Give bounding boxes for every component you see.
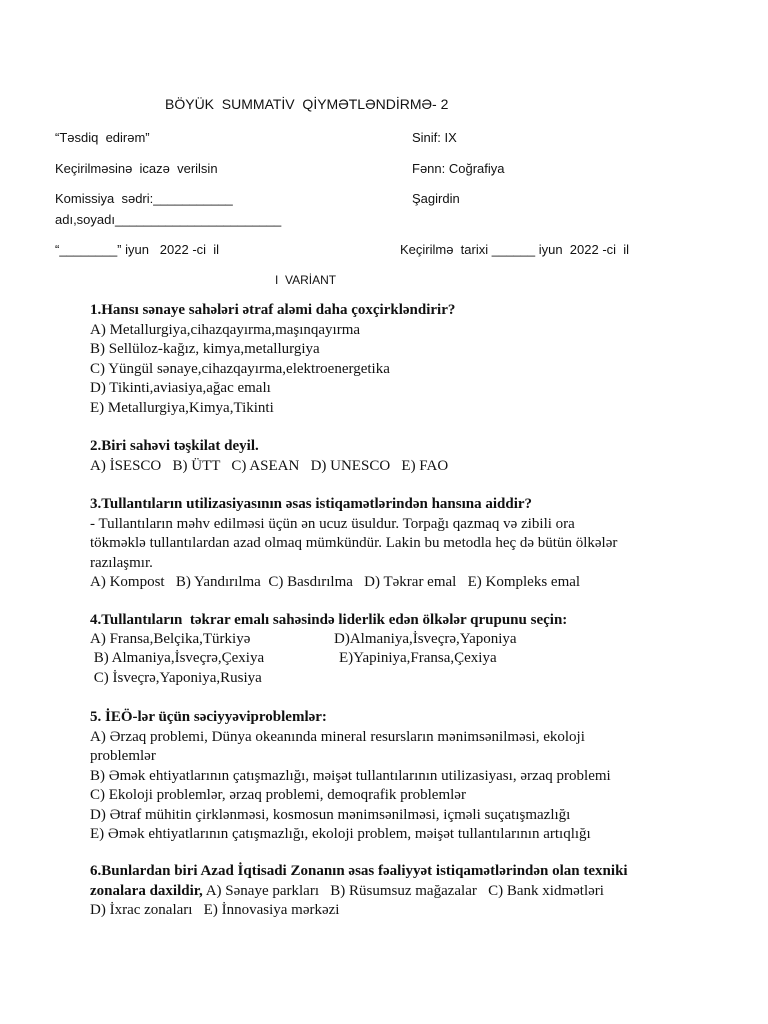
question-6-options-cont: D) İxrac zonaları E) İnnovasiya mərkəzi [90, 902, 340, 918]
subject-label: Fənn: Coğrafiya [412, 161, 505, 176]
question-3 [90, 495, 690, 593]
question-1-option-e: E) Metallurgiya,Kimya,Tikinti [90, 399, 274, 416]
question-4-option-e: E)Yapiniya,Fransa,Çexiya [339, 650, 497, 666]
question-2 [90, 437, 690, 476]
question-1-option-a: A) Metallurgiya,cihazqayırma,maşınqayırma [90, 321, 361, 338]
question-4 [90, 611, 690, 689]
student-label: Şagirdin [412, 191, 460, 206]
commission-chair-field: Komissiya sədri:___________ [55, 191, 233, 206]
question-4-option-d: D)Almaniya,İsveçrə,Yaponiya [334, 630, 517, 647]
question-1-title: 1.Hansı sənaye sahələri ətraf aləmi daha çoxçirkləndirir? [90, 302, 456, 318]
class-label: Sinif: IX [412, 130, 457, 145]
question-5-option-c: C) Ekoloji problemlər, ərzaq problemi, demoqrafik problemlər [90, 787, 466, 803]
question-3-options: A) Kompost B) Yandırılma C) Basdırılma D) Təkrar emal E) Kompleks emal [90, 574, 581, 590]
approval-date-field: “________” iyun 2022 -ci il [55, 242, 220, 257]
question-6-options: A) Sənaye parkları B) Rüsumsuz mağazalar C) Bank xidmətləri [202, 882, 604, 899]
question-5-option-a: A) Ərzaq problemi, Dünya okeanında mineral resursların mənimsənilməsi, ekoloji [90, 728, 585, 745]
question-4-option-b: B) Almaniya,İsveçrə,Çexiya [90, 650, 265, 666]
question-6 [90, 862, 690, 921]
variant-label: I VARİANT [275, 273, 337, 287]
question-5-option-b: B) Əmək ehtiyatlarının çatışmazlığı, məişət tullantılarının utilizasiyası, ərzaq problemi [90, 767, 611, 784]
question-1-option-d: D) Tikinti,aviasiya,ağac emalı [90, 380, 271, 396]
question-4-title: 4.Tullantıların təkrar emalı sahəsində liderlik edən ölkələr qrupunu seçin: [90, 612, 568, 628]
question-5-option-a-cont: problemlər [90, 748, 156, 764]
question-5-title: 5. İEÖ-lər üçün səciyyəviproblemlər: [90, 709, 327, 725]
question-3-title: 3.Tullantıların utilizasiyasının əsas istiqamətlərindən hansına aiddir? [90, 496, 533, 512]
question-6-title: 6.Bunlardan biri Azad İqtisadi Zonanın əsas fəaliyyət istiqamətlərindən olan texniki [90, 863, 628, 879]
approve-label: “Təsdiq edirəm” [55, 130, 150, 145]
question-5 [90, 708, 690, 845]
question-5-option-d: D) Ətraf mühitin çirklənməsi, kosmosun mənimsənilməsi, içməli suçatışmazlığı [90, 806, 571, 823]
exam-date-field: Keçirilmə tarixi ______ iyun 2022 -ci il [400, 242, 630, 257]
student-name-field: adı,soyadı_______________________ [55, 212, 282, 227]
page-title: BÖYÜK SUMMATİV QİYMƏTLƏNDİRMƏ- 2 [165, 96, 449, 112]
question-3-text: razılaşmır. [90, 554, 153, 571]
question-1-option-b: B) Sellüloz-kağız, kimya,metallurgiya [90, 341, 320, 357]
question-2-options: A) İSESCO B) ÜTT C) ASEAN D) UNESCO E) FAO [90, 457, 449, 474]
question-1 [90, 301, 690, 418]
question-4-option-c: C) İsveçrə,Yaponiya,Rusiya [90, 669, 262, 686]
question-6-title-cont: zonalara daxildir, [90, 882, 203, 899]
question-1-option-c: C) Yüngül sənaye,cihazqayırma,elektroenergetika [90, 360, 390, 377]
question-4-option-a: A) Fransa,Belçika,Türkiyə [90, 630, 251, 647]
question-5-option-e: E) Əmək ehtiyatlarının çatışmazlığı, ekoloji problem, məişət tullantılarının artıqlığı [90, 826, 591, 842]
question-6-line [90, 882, 690, 902]
question-3-text: tökməklə tullantılardan azad olmaq mümkündür. Lakin bu metodla heç də bütün ölkələr [90, 535, 618, 551]
question-2-title: 2.Biri sahəvi təşkilat deyil. [90, 438, 259, 454]
question-3-text: - Tullantıların məhv edilməsi üçün ən ucuz üsuldur. Torpağı qazmaq və zibili ora [90, 515, 575, 532]
permission-label: Keçirilməsinə icazə verilsin [55, 161, 218, 176]
